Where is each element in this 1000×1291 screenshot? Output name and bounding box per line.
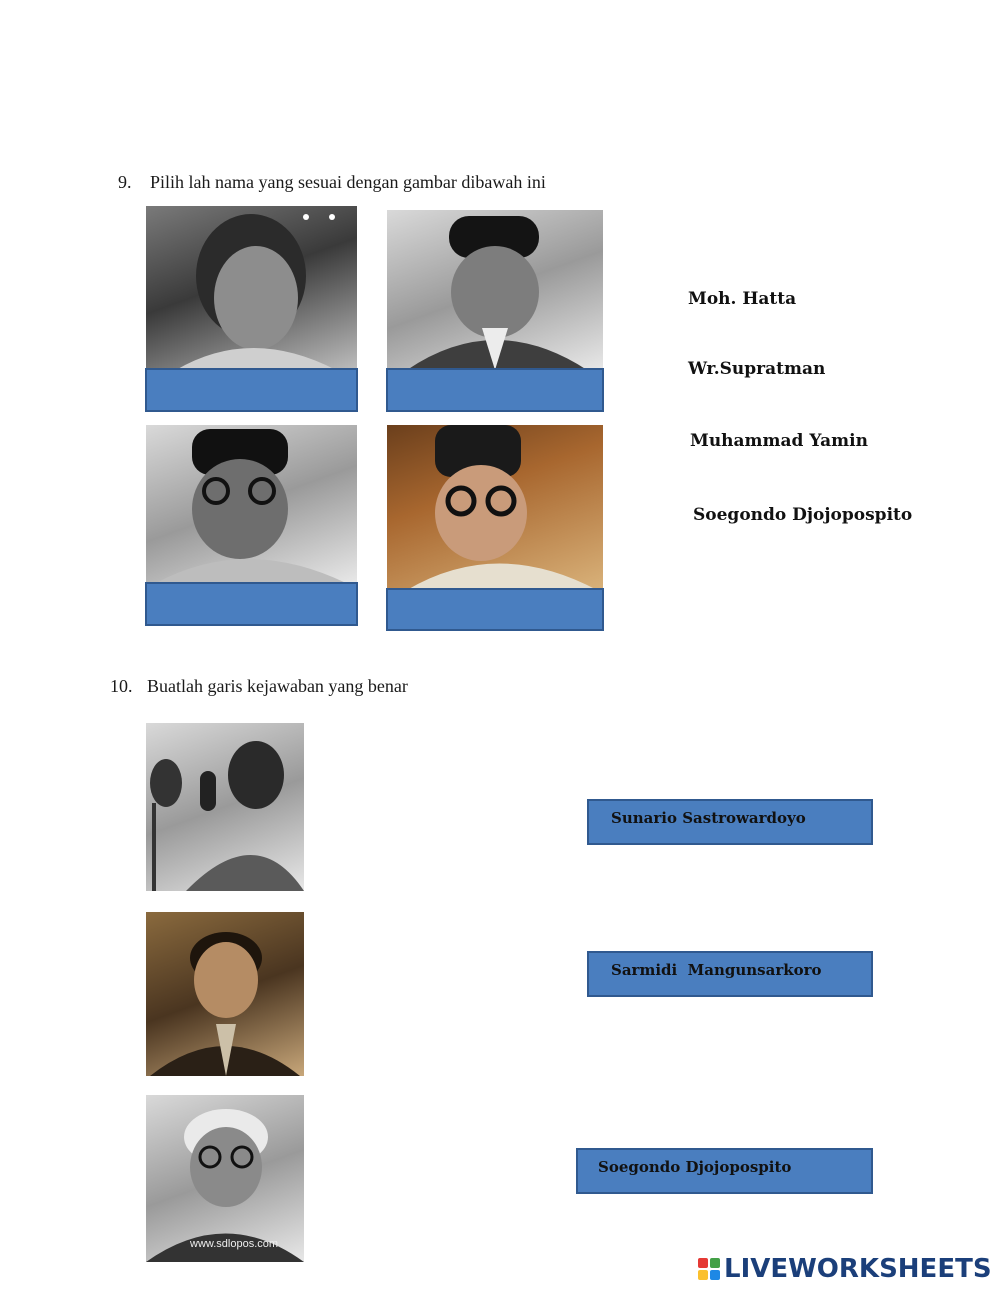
name-option-1[interactable]: Moh. Hatta [688, 289, 797, 309]
matching-photo-2[interactable] [146, 912, 304, 1076]
speech-silhouette [146, 723, 304, 891]
question-number: 10. [110, 676, 133, 696]
photo-watermark: www.sdlopos.com [190, 1238, 279, 1250]
matching-answer-3[interactable] [576, 1148, 873, 1194]
name-option-3[interactable]: Muhammad Yamin [690, 431, 868, 451]
portrait-silhouette [146, 1095, 304, 1262]
answer-label: Sarmidi Mangunsarkoro [611, 961, 822, 979]
portrait-silhouette [146, 912, 304, 1076]
question-text: Pilih lah nama yang sesuai dengan gambar dibawah ini [150, 172, 546, 192]
portrait-photo-1 [146, 206, 357, 370]
portrait-silhouette [146, 206, 357, 370]
question-9 [118, 172, 546, 193]
liveworksheets-logo [698, 1254, 992, 1284]
portrait-silhouette [387, 210, 603, 370]
matching-photo-3[interactable] [146, 1095, 304, 1262]
question-10 [110, 676, 408, 697]
matching-answer-2[interactable] [587, 951, 873, 997]
portrait-photo-3 [146, 425, 357, 583]
name-option-4[interactable]: Soegondo Djojopospito [693, 505, 913, 525]
logo-icon [698, 1258, 720, 1280]
matching-photo-1[interactable] [146, 723, 304, 891]
answer-label: Sunario Sastrowardoyo [611, 809, 806, 827]
portrait-photo-4 [387, 425, 603, 590]
portrait-photo-2 [387, 210, 603, 370]
answer-drop-box-2[interactable] [386, 368, 604, 412]
question-number: 9. [118, 172, 132, 192]
matching-answer-1[interactable] [587, 799, 873, 845]
answer-drop-box-3[interactable] [145, 582, 358, 626]
portrait-silhouette [387, 425, 603, 590]
answer-label: Soegondo Djojopospito [598, 1158, 792, 1176]
portrait-silhouette [146, 425, 357, 583]
name-option-2[interactable]: Wr.Supratman [688, 359, 826, 379]
question-text: Buatlah garis kejawaban yang benar [147, 676, 408, 696]
answer-drop-box-1[interactable] [145, 368, 358, 412]
logo-text: LIVEWORKSHEETS [724, 1254, 992, 1284]
answer-drop-box-4[interactable] [386, 588, 604, 631]
